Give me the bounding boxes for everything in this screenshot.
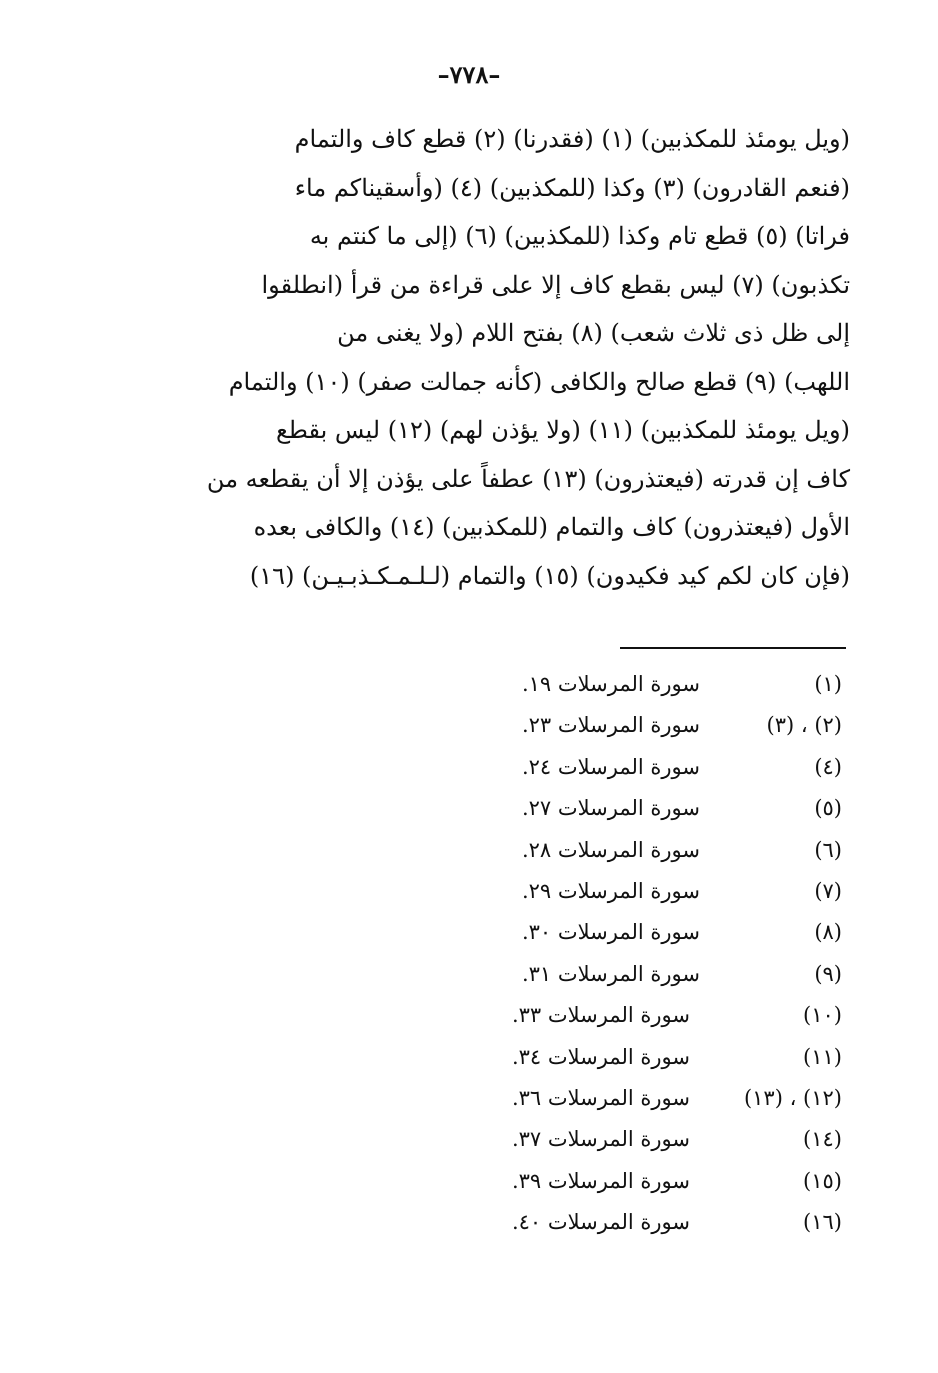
- footnote-reference: سورة المرسلات ٣٩.: [511, 1168, 690, 1193]
- footnote-number: (٩): [814, 961, 842, 986]
- text-line: (ويل يومئذ للمكذبين) (١) (فقدرنا) (٢) قطع كاف والتمام: [294, 125, 850, 153]
- footnote-number: (٥): [814, 796, 842, 821]
- footnote-reference: سورة المرسلات ٢٩.: [521, 878, 700, 903]
- text-line: إلى ظل ذى ثلاث شعب) (٨) بفتح اللام (ولا يغنى من: [337, 319, 850, 347]
- text-line: الأول (فيعتذرون) كاف والتمام (للمكذبين) (١٤) والكافى بعده: [253, 513, 850, 541]
- text-line: (فنعم القادرون) (٣) وكذا (للمكذبين) (٤) (وأسقيناكم ماء: [294, 173, 850, 202]
- footnote-item: [480, 705, 850, 746]
- text-line: (ويل يومئذ للمكذبين) (١١) (ولا يؤذن لهم) (١٢) ليس بقطع: [276, 416, 850, 444]
- footnote-separator: [620, 647, 846, 649]
- footnote-item: [480, 1119, 850, 1160]
- text-line: كاف إن قدرته (فيعتذرون) (١٣) عطفاً على يؤذن إلا أن يقطعه من: [206, 464, 850, 493]
- text-line: اللهب) (٩) قطع صالح والكافى (كأنه جمالت صفر) (١٠) والتمام: [228, 367, 850, 396]
- footnote-reference: سورة المرسلات ٣٠.: [521, 920, 700, 945]
- footnote-item: [480, 1161, 850, 1202]
- main-text: [140, 115, 850, 600]
- footnote-number: (١٤): [803, 1127, 842, 1152]
- footnote-reference: سورة المرسلات ٣٦.: [511, 1085, 690, 1110]
- footnote-reference: سورة المرسلات ٢٨.: [521, 837, 700, 862]
- footnote-reference: سورة المرسلات ٣١.: [521, 961, 700, 986]
- footnote-item: [480, 1078, 850, 1119]
- footnote-item: [480, 1037, 850, 1078]
- footnote-reference: سورة المرسلات ١٩.: [521, 672, 700, 696]
- footnote-item: [480, 788, 850, 829]
- footnote-item: [480, 871, 850, 912]
- footnote-reference: سورة المرسلات ٢٣.: [521, 713, 700, 738]
- footnote-number: (١٥): [803, 1168, 842, 1193]
- footnote-item: [480, 830, 850, 871]
- footnote-number: (٤): [814, 754, 842, 779]
- footnote-item: [480, 954, 850, 995]
- text-line: فراتا) (٥) قطع تام وكذا (للمكذبين) (٦) (إلى ما كنتم به: [309, 222, 850, 250]
- footnote-number: (١): [814, 672, 842, 696]
- footnote-reference: سورة المرسلات ٢٤.: [521, 754, 700, 779]
- page-number: –٧٧٨–: [437, 60, 501, 89]
- footnotes-list: [480, 664, 850, 1243]
- footnote-item: [480, 664, 850, 705]
- text-line: (فإن كان لكم كيد فكيدون) (١٥) والتمام (لـلـمـكـذبـيـن) (١٦): [249, 561, 850, 590]
- footnote-reference: سورة المرسلات ٣٧.: [511, 1127, 690, 1152]
- footnote-item: [480, 912, 850, 953]
- footnote-reference: سورة المرسلات ٣٤.: [511, 1044, 690, 1069]
- footnote-item: [480, 1202, 850, 1243]
- footnote-number: (٢) ، (٣): [766, 713, 842, 738]
- footnote-number: (١١): [803, 1044, 842, 1069]
- footnote-item: [480, 995, 850, 1036]
- footnote-number: (١٠): [803, 1003, 842, 1028]
- footnote-reference: سورة المرسلات ٣٣.: [511, 1003, 690, 1028]
- footnote-number: (١٦): [803, 1210, 842, 1235]
- footnote-reference: سورة المرسلات ٢٧.: [521, 796, 700, 821]
- text-line: تكذبون) (٧) ليس بقطع كاف إلا على قراءة من قرأ (انطلقوا: [261, 270, 850, 299]
- footnote-number: (٨): [814, 920, 842, 945]
- footnote-number: (٧): [814, 878, 842, 903]
- footnote-item: [480, 747, 850, 788]
- footnote-number: (٦): [814, 837, 842, 862]
- footnote-reference: سورة المرسلات ٤٠.: [511, 1210, 690, 1235]
- footnote-number: (١٢) ، (١٣): [743, 1085, 842, 1110]
